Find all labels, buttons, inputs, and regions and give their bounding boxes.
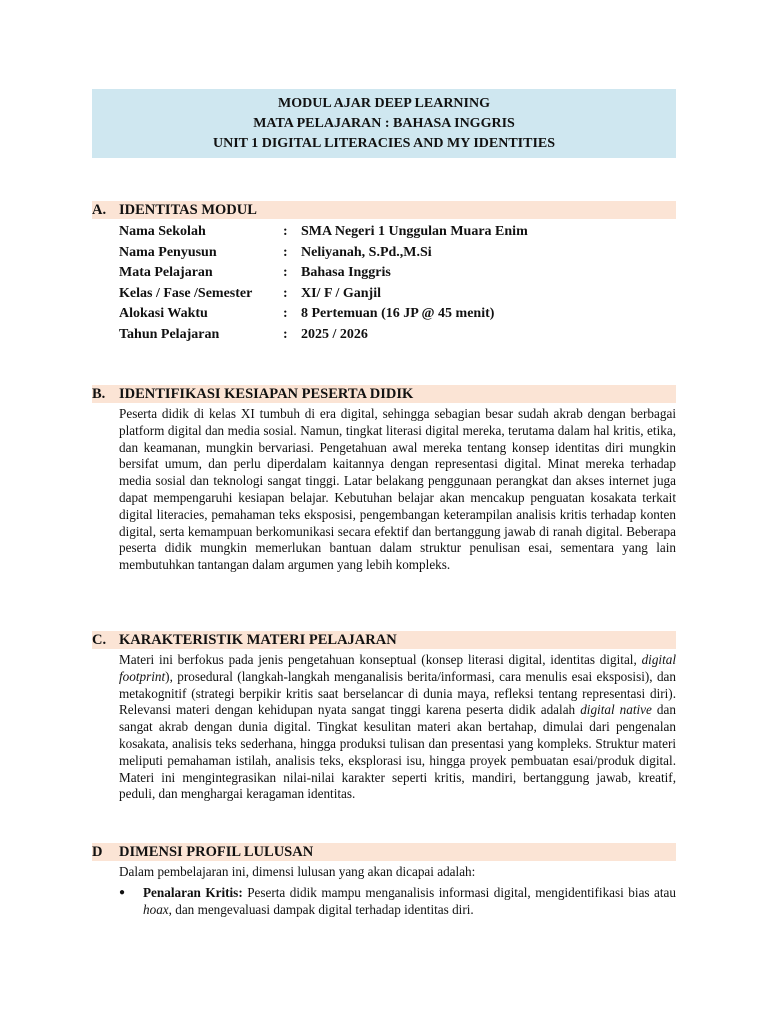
identity-colon: : xyxy=(283,224,288,239)
section-d-heading xyxy=(92,843,676,861)
identity-label: Alokasi Waktu xyxy=(119,306,208,321)
material-text-2: ), prosedural (langkah-langkah menganalisis berita/informasi, cara menulis esai eksposisi), dan metakognitif (strategi berpikir kritis saat berselancar di dunia maya, refleksi tentang representasi diri). Relevansi materi dengan kehidupan nyata sangat tinggi karena peserta didik adalah xyxy=(119,668,676,718)
identity-label: Nama Penyusun xyxy=(119,244,217,260)
identity-colon: : xyxy=(283,326,288,342)
identity-row-year xyxy=(119,325,679,346)
section-b-letter: B. xyxy=(92,386,106,402)
section-c-letter: C. xyxy=(92,632,107,648)
document-title-box xyxy=(92,89,676,158)
profile-item-text-a: Peserta didik mampu menganalisis informasi digital, mengidentifikasi bias atau xyxy=(242,885,676,900)
identity-value: Bahasa Inggris xyxy=(301,265,391,280)
identity-table xyxy=(119,222,679,345)
profile-item-text xyxy=(143,885,676,919)
section-a-title: IDENTITAS MODUL xyxy=(119,202,257,218)
bullet-icon: ● xyxy=(119,887,126,898)
profile-list-item xyxy=(119,885,676,919)
profile-item-italic: hoax xyxy=(143,901,169,917)
section-b-heading xyxy=(92,385,676,403)
identity-colon: : xyxy=(283,285,288,301)
identity-value: XI/ F / Ganjil xyxy=(301,285,381,301)
profile-item-label: Penalaran Kritis: xyxy=(143,885,243,900)
identity-colon: : xyxy=(283,265,288,280)
identity-row-subject xyxy=(119,263,679,284)
profile-intro: Dalam pembelajaran ini, dimensi lulusan yang akan dicapai adalah: xyxy=(119,864,476,879)
section-d-letter: D xyxy=(92,844,103,860)
section-c-heading xyxy=(92,631,676,649)
section-b-title: IDENTIFIKASI KESIAPAN PESERTA DIDIK xyxy=(119,386,414,402)
identity-row-class xyxy=(119,284,679,305)
section-d-title: DIMENSI PROFIL LULUSAN xyxy=(119,844,314,860)
title-line-2: MATA PELAJARAN : BAHASA INGGRIS xyxy=(253,115,515,131)
readiness-paragraph: Peserta didik di kelas XI tumbuh di era digital, sehingga sebagian besar sudah akrab dengan berbagai platform digital dan media sosial. Namun, tingkat literasi digital mereka, terutama dalam hal kritis, etika, dan keamanan, mungkin bervariasi. Pengetahuan awal mereka tentang konsep identitas diri mungkin bersifat umum, dan perlu diperdalam kaitannya dengan representasi digital. Minat mereka terhadap media sosial dan teknologi sangat tinggi. Latar belakang penggunaan perangkat dan akses internet juga dapat mempengaruhi kesiapan belajar. Kebutuhan belajar akan mencakup penguatan kosakata terkait digital literacies, pemahaman teks eksposisi, pengembangan keterampilan analisis kritis terhadap konten digital, serta kemampuan berkomunikasi secara efektif dan bertanggung jawab di ranah digital. Beberapa peserta didik mungkin memerlukan bantuan dalam struktur penulisan esai, sementara yang lain membutuhkan tantangan dalam argumen yang lebih kompleks. xyxy=(119,406,676,573)
identity-value: 2025 / 2026 xyxy=(301,326,368,342)
identity-row-author xyxy=(119,243,679,264)
identity-row-time xyxy=(119,304,679,325)
identity-row-school xyxy=(119,222,679,243)
identity-label: Kelas / Fase /Semester xyxy=(119,285,253,301)
material-paragraph xyxy=(119,652,676,803)
identity-value: 8 Pertemuan (16 JP @ 45 menit) xyxy=(301,306,495,321)
identity-value: Neliyanah, S.Pd.,M.Si xyxy=(301,244,432,260)
section-c-title: KARAKTERISTIK MATERI PELAJARAN xyxy=(119,632,397,648)
identity-label: Mata Pelajaran xyxy=(119,265,213,280)
material-italic-1: digital footprint xyxy=(119,652,676,684)
material-text-3: dan sangat akrab dengan dunia digital. Tingkat kesulitan materi akan bertahap, dimulai dari pengenalan kosakata, analisis teks sederhana, hingga produksi tulisan dan presentasi yang kompleks. Struktur materi meliputi pemahaman istilah, analisis teks, eksplorasi isu, hingga proyek pembuatan esai/produk digital. Materi ini mengintegrasikan nilai-nilai karakter seperti kritis, mandiri, bertanggung jawab, kreatif, peduli, dan menghargai keragaman identitas. xyxy=(119,702,676,802)
identity-label: Nama Sekolah xyxy=(119,224,206,239)
profile-item-text-b: , dan mengevaluasi dampak digital terhadap identitas diri. xyxy=(168,901,474,917)
title-line-1: MODUL AJAR DEEP LEARNING xyxy=(278,95,490,111)
title-line-3: UNIT 1 DIGITAL LITERACIES AND MY IDENTITIES xyxy=(212,135,556,151)
material-text-1: Materi ini berfokus pada jenis pengetahuan konseptual (konsep literasi digital, identitas digital, xyxy=(119,652,642,667)
material-italic-2: digital native xyxy=(580,702,652,718)
identity-label: Tahun Pelajaran xyxy=(119,326,220,342)
section-a-letter: A. xyxy=(92,202,107,218)
identity-value: SMA Negeri 1 Unggulan Muara Enim xyxy=(301,224,528,239)
section-a-heading xyxy=(92,201,676,219)
identity-colon: : xyxy=(283,244,288,260)
identity-colon: : xyxy=(283,306,288,321)
